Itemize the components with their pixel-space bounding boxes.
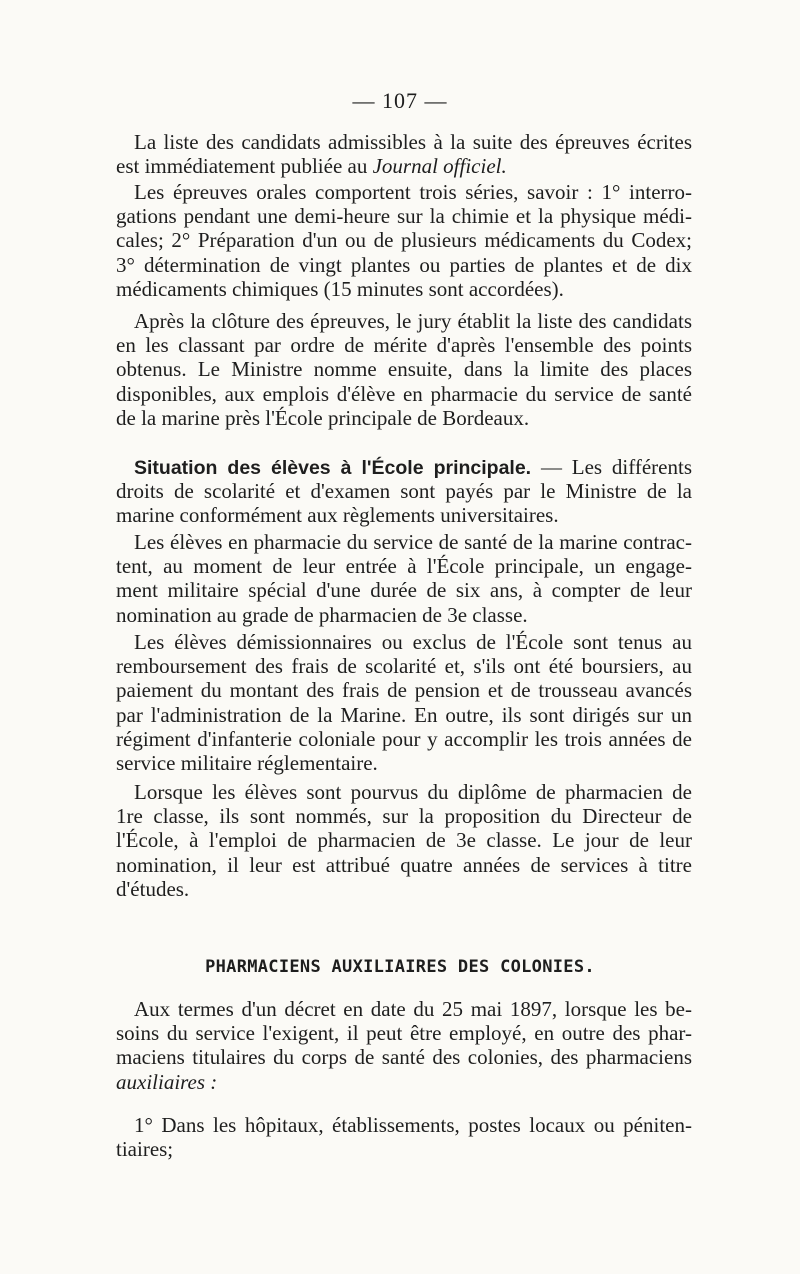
text-line: marine conformément aux règlements universitaires. bbox=[116, 503, 559, 528]
paragraph-admissibles bbox=[116, 130, 692, 178]
text-line: Aux termes d'un décret en date du 25 mai 1897, lorsque les be- bbox=[134, 997, 692, 1021]
text-line: paiement du montant des frais de pension et de trousseau avancés bbox=[116, 678, 692, 703]
journal-officiel-italic: Journal officiel. bbox=[372, 154, 507, 179]
text-line: Après la clôture des épreuves, le jury établit la liste des candidats bbox=[134, 309, 692, 333]
page-number: — 107 — bbox=[352, 88, 448, 113]
text-line: d'études. bbox=[116, 876, 190, 901]
text-line: remboursement des frais de scolarité et, s'ils ont été boursiers, au bbox=[116, 654, 692, 679]
paragraph-epreuves-orales bbox=[116, 180, 692, 301]
text-line: régiment d'infanterie coloniale pour y accomplir les trois années de bbox=[116, 726, 692, 751]
text-line: Lorsque les élèves sont pourvus du diplôme de pharmacien de bbox=[134, 780, 692, 804]
text-line: obtenus. Le Ministre nomme ensuite, dans la limite des places bbox=[116, 357, 692, 382]
text-line: disponibles, aux emplois d'élève en pharmacie du service de santé bbox=[116, 381, 692, 406]
text-line: médicaments chimiques (15 minutes sont accordées). bbox=[116, 276, 564, 301]
text-line: soins du service l'exigent, il peut être employé, en outre des phar- bbox=[116, 1021, 692, 1046]
paragraph-decret bbox=[116, 997, 692, 1094]
text-line: ment militaire spécial d'une durée de six ans, à compter de leur bbox=[116, 578, 692, 603]
text-line: tent, au moment de leur entrée à l'École principale, un engage- bbox=[116, 554, 692, 579]
paragraph-hopitaux bbox=[116, 1113, 692, 1161]
text-line: service militaire réglementaire. bbox=[116, 750, 378, 775]
text-line: tiaires; bbox=[116, 1137, 174, 1162]
text-line: Les élèves en pharmacie du service de santé de la marine contrac- bbox=[134, 530, 692, 554]
paragraph-situation bbox=[116, 455, 692, 528]
text-line: en les classant par ordre de mérite d'après l'ensemble des points bbox=[116, 333, 692, 358]
text-line: 1° Dans les hôpitaux, établissements, postes locaux ou péniten- bbox=[134, 1113, 692, 1137]
text-line: par l'administration de la Marine. En outre, ils sont dirigés sur un bbox=[116, 702, 692, 727]
text-line: cales; 2° Préparation d'un ou de plusieurs médicaments du Codex; bbox=[116, 228, 692, 253]
text-line: nomination au grade de pharmacien de 3e classe. bbox=[116, 602, 528, 627]
text-line bbox=[116, 154, 692, 178]
text-line: Les élèves démissionnaires ou exclus de l'École sont tenus au bbox=[134, 630, 692, 654]
text-line: l'École, à l'emploi de pharmacien de 3e classe. Le jour de leur bbox=[116, 828, 692, 853]
text-line: nomination, il leur est attribué quatre années de services à titre bbox=[116, 852, 692, 877]
text-line: 1re classe, ils sont nommés, sur la proposition du Directeur de bbox=[116, 804, 692, 829]
paragraph-cloture bbox=[116, 309, 692, 430]
paragraph-engagement bbox=[116, 530, 692, 627]
text-line: droits de scolarité et d'examen sont payés par le Ministre de la bbox=[116, 479, 692, 504]
text-span: — Les différents bbox=[531, 455, 693, 479]
text-line: de la marine près l'École principale de Bordeaux. bbox=[116, 405, 530, 430]
text-line: maciens titulaires du corps de santé des colonies, des pharmaciens bbox=[116, 1045, 692, 1070]
section-lead-title: Situation des élèves à l'École principale. bbox=[134, 457, 532, 479]
text-line: gations pendant une demi-heure sur la chimie et la physique médi- bbox=[116, 204, 692, 229]
paragraph-diplome bbox=[116, 780, 692, 901]
text-line bbox=[116, 1070, 692, 1094]
paragraph-demissionnaires bbox=[116, 630, 692, 775]
section-heading: PHARMACIENS AUXILIAIRES DES COLONIES. bbox=[205, 957, 595, 977]
text-line: La liste des candidats admissibles à la suite des épreuves écrites bbox=[134, 130, 692, 154]
text-line: 3° détermination de vingt plantes ou parties de plantes et de dix bbox=[116, 252, 692, 277]
auxiliaires-italic: auxiliaires : bbox=[116, 1069, 218, 1094]
text-line bbox=[116, 455, 692, 479]
text-line: Les épreuves orales comportent trois séries, savoir : 1° interro- bbox=[134, 180, 692, 204]
text-span: est immédiatement publiée au bbox=[116, 154, 373, 179]
